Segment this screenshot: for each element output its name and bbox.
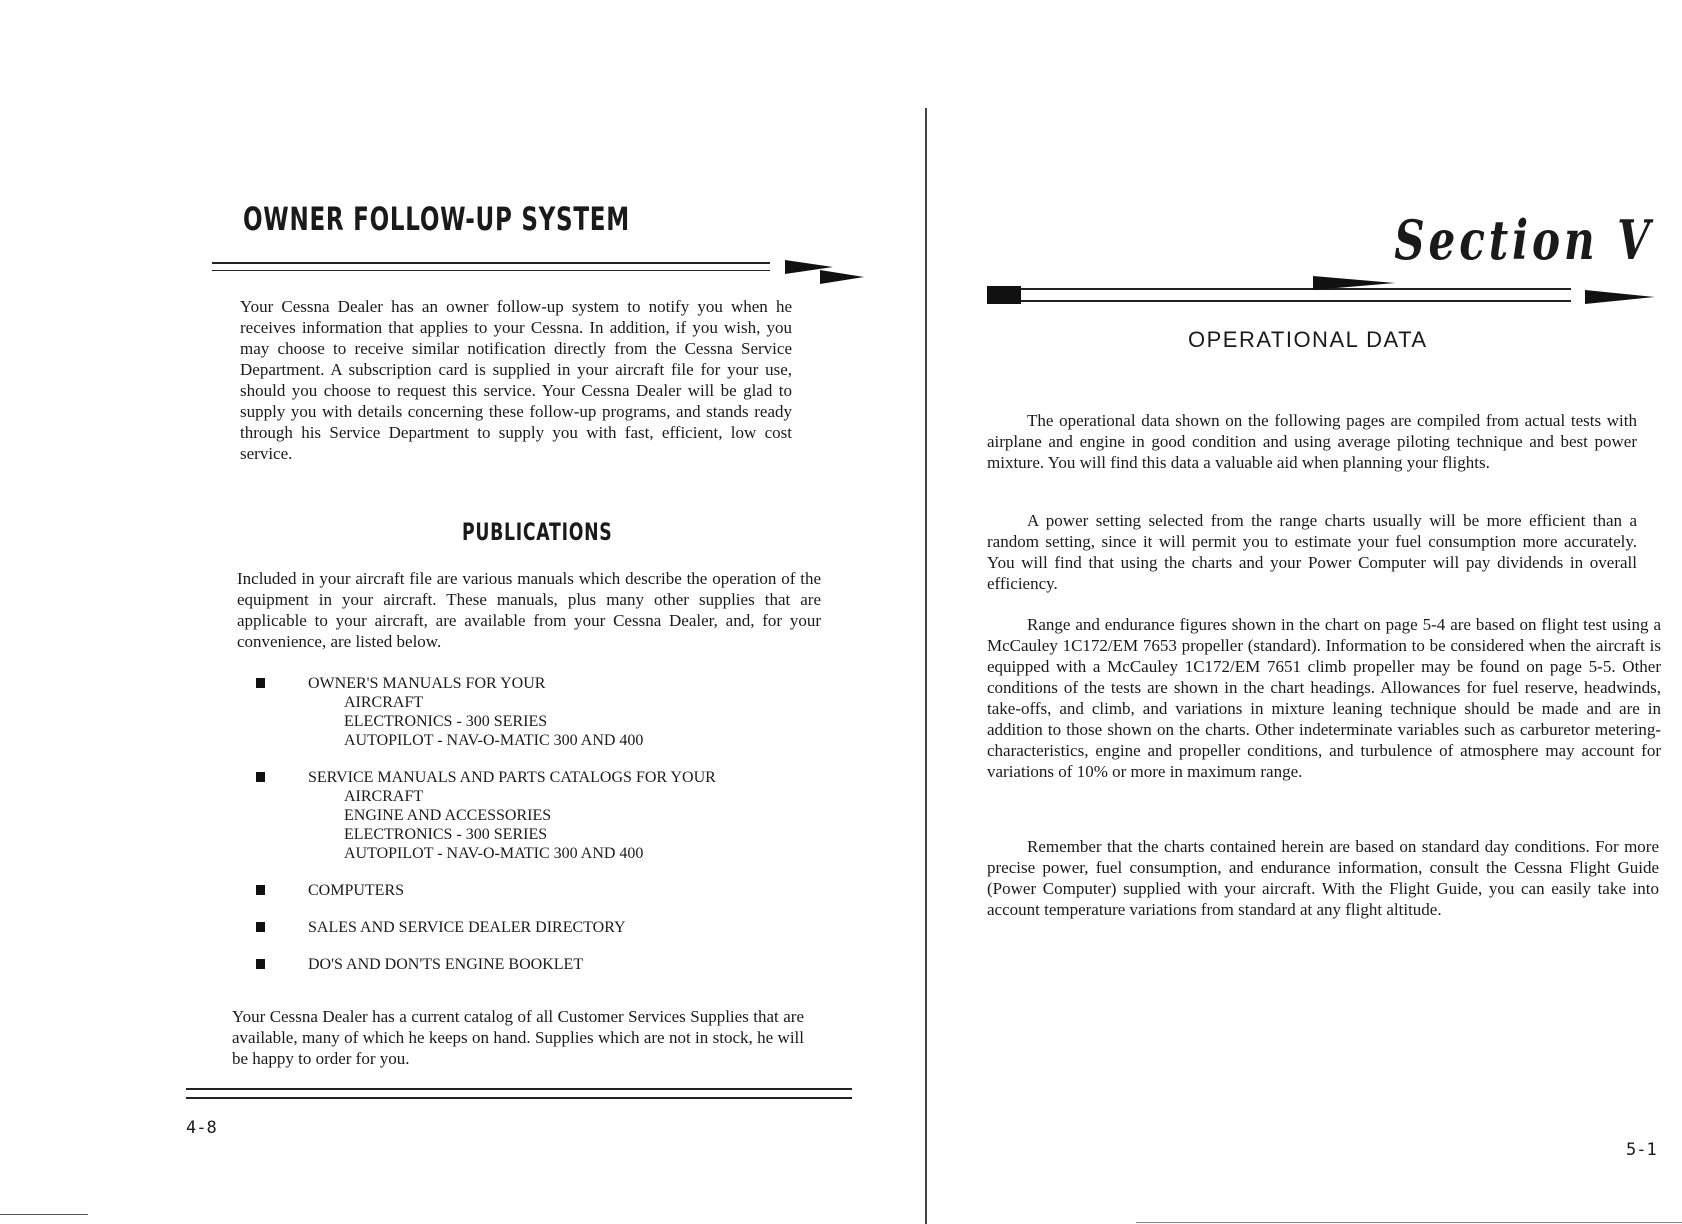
list-item-title: DO'S AND DON'TS ENGINE BOOKLET [308,956,584,973]
bottom-rule [186,1088,852,1099]
heading-rule [212,262,770,271]
list-item [238,768,838,863]
publications-intro: Included in your aircraft file are various manuals which describe the operation of the equipment in your aircraft. These manuals, plus many other supplies that are applicable to your aircraft, are available from your Cessna Dealer, and, for your convenience, are listed below. [237,569,821,651]
operational-paragraph: The operational data shown on the following pages are compiled from actual tests with airplane and engine in good condition and using average piloting technique and best power mixture. You will find this data a valuable aid when planning your flights. [987,411,1637,472]
square-bullet-icon [256,959,265,969]
list-item-title: OWNER'S MANUALS FOR YOUR [308,675,546,692]
page-fold-divider [925,108,927,1224]
square-bullet-icon [256,922,265,932]
scan-edge-line [1136,1222,1682,1223]
publications-heading: PUBLICATIONS [462,518,613,546]
list-item-title: SALES AND SERVICE DEALER DIRECTORY [308,919,626,936]
square-bullet-icon [256,678,265,688]
section-rule-block [987,286,1021,304]
list-item [238,918,838,937]
list-item [238,674,838,750]
list-item-sub: AIRCRAFT [344,788,424,805]
square-bullet-icon [256,885,265,895]
list-item-title: SERVICE MANUALS AND PARTS CATALOGS FOR YOUR [308,769,716,786]
closing-paragraph: Your Cessna Dealer has a current catalog of all Customer Services Supplies that are available, many of which he keeps on hand. Supplies which are not in stock, he will be happy to order for you. [232,1007,804,1068]
publications-list [238,674,838,992]
rule-arrow-icon [820,270,864,284]
rule-arrow-icon [1313,276,1395,290]
list-item-sub: ELECTRONICS - 300 SERIES [344,826,548,843]
list-item-sub: AUTOPILOT - NAV-O-MATIC 300 AND 400 [344,845,644,862]
square-bullet-icon [256,772,265,782]
operational-data-heading: OPERATIONAL DATA [1188,327,1428,352]
list-item-sub: ELECTRONICS - 300 SERIES [344,713,548,730]
section-rule [1021,288,1571,302]
list-item-sub: AIRCRAFT [344,694,424,711]
operational-paragraph: Remember that the charts contained herein are based on standard day conditions. For more precise power, fuel consumption, and endurance information, consult the Cessna Flight Guide (Power Computer) supplied with your aircraft. With the Flight Guide, you can easily take into account temperature variations from standard at any flight altitude. [987,837,1659,919]
page-number-left: 4-8 [186,1118,217,1138]
list-item-title: COMPUTERS [308,882,405,899]
owner-follow-up-heading: OWNER FOLLOW-UP SYSTEM [243,200,630,238]
list-item [238,955,838,974]
page-number-right: 5-1 [1626,1140,1657,1160]
section-title: Section V [1394,208,1654,272]
operational-paragraph: A power setting selected from the range charts usually will be more efficient than a random setting, since it will permit you to estimate your fuel consumption more accurately. You will find that using the charts and your Power Computer will pay dividends in overall efficiency. [987,511,1637,593]
list-item-sub: ENGINE AND ACCESSORIES [344,807,552,824]
scan-edge-line [0,1214,88,1215]
list-item-sub: AUTOPILOT - NAV-O-MATIC 300 AND 400 [344,732,644,749]
rule-arrow-icon [1585,290,1655,304]
operational-paragraph: Range and endurance figures shown in the chart on page 5-4 are based on flight test using a McCauley 1C172/EM 7653 propeller (standard). Information to be considered when the aircraft is equipped with a McCauley 1C172/EM 7651 climb propeller may be found on page 5-5. Other conditions of the tests are shown in the chart headings. Allowances for fuel reserve, headwinds, take-offs, and climb, and variations in mixture leaning technique should be made and are in addition to those shown on the charts. Other indeterminate variables such as carburetor metering-characteristics, engine and propeller conditions, and turbulence of atmosphere may account for variations of 10% or more in maximum range. [987,615,1661,781]
list-item [238,881,838,900]
follow-up-paragraph: Your Cessna Dealer has an owner follow-up system to notify you when he receives information that applies to your Cessna. In addition, if you wish, you may choose to receive similar notification directly from the Cessna Service Department. A subscription card is supplied in your aircraft file for your use, should you choose to request this service. Your Cessna Dealer will be glad to supply you with details concerning these follow-up programs, and stands ready through his Service Department to supply you with fast, efficient, low cost service. [240,297,792,463]
